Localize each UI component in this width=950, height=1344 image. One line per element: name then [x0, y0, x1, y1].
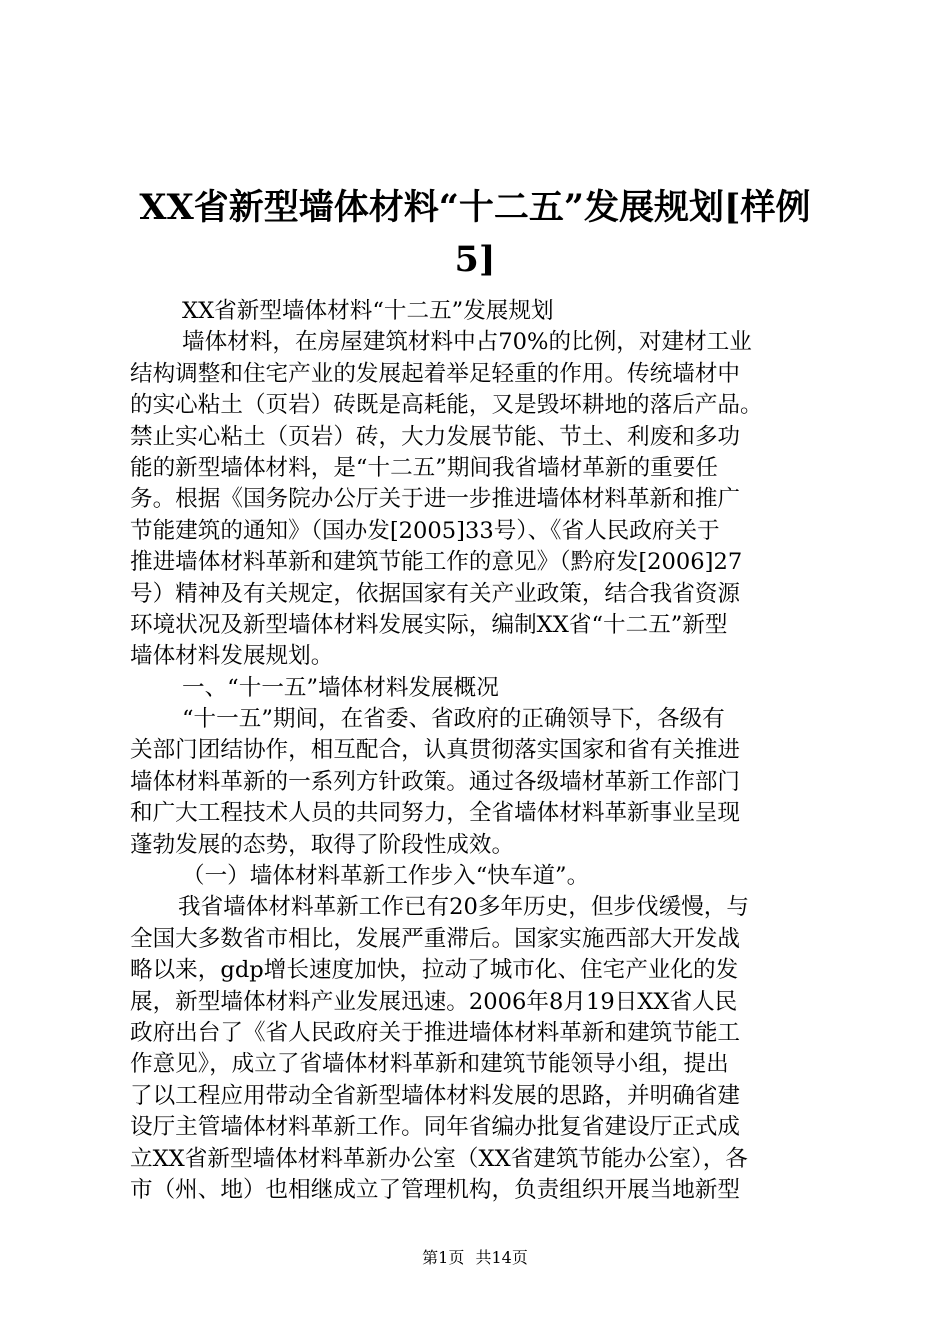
page-footer: [0, 1245, 950, 1268]
paragraph-line: 市（州、地）也相继成立了管理机构，负责组织开展当地新型: [130, 1176, 741, 1203]
paragraph-line: 环境状况及新型墙体材料发展实际，编制XX省“十二五”新型: [130, 611, 728, 638]
paragraph-line: 我省墙体材料革新工作已有20多年历史，但步伐缓慢，与: [178, 894, 749, 921]
subsection-heading: （一）墙体材料革新工作步入“快车道”。: [182, 863, 590, 890]
paragraph-line: 设厅主管墙体材料革新工作。同年省编办批复省建设厅正式成: [130, 1114, 741, 1141]
paragraph-line: 全国大多数省市相比，发展严重滞后。国家实施西部大开发战: [130, 925, 741, 952]
paragraph-line: 节能建筑的通知》（国办发[2005]33号）、《省人民政府关于: [130, 517, 720, 544]
paragraph-line: 号）精神及有关规定，依据国家有关产业政策，结合我省资源: [130, 580, 741, 607]
paragraph-line: 能的新型墙体材料，是“十二五”期间我省墙材革新的重要任: [130, 454, 718, 481]
paragraph-line: “十一五”期间，在省委、省政府的正确领导下，各级有: [182, 706, 725, 733]
title-line-1: XX省新型墙体材料“十二五”发展规划[样例: [139, 187, 811, 228]
paragraph-line: 了以工程应用带动全省新型墙体材料发展的思路，并明确省建: [130, 1082, 741, 1109]
paragraph-line: 展，新型墙体材料产业发展迅速。2006年8月19日XX省人民: [130, 988, 738, 1015]
paragraph-line: 的实心粘土（页岩）砖既是高耗能，又是毁坏耕地的落后产品。: [130, 392, 763, 419]
paragraph-line: 作意见》，成立了省墙体材料革新和建筑节能领导小组，提出: [130, 1051, 729, 1078]
paragraph-line: 关部门团结协作，相互配合，认真贯彻落实国家和省有关推进: [130, 737, 741, 764]
paragraph-line: 墙体材料革新的一系列方针政策。通过各级墙材革新工作部门: [130, 768, 741, 795]
section-heading: 一、“十一五”墙体材料发展概况: [182, 674, 499, 701]
paragraph-line: 禁止实心粘土（页岩）砖，大力发展节能、节土、利废和多功: [130, 423, 741, 450]
paragraph-line: 墙体材料，在房屋建筑材料中占70%的比例，对建材工业: [182, 329, 752, 356]
title-line-2: 5]: [454, 239, 496, 280]
page-total: 共14页: [475, 1248, 528, 1267]
paragraph-line: 蓬勃发展的态势，取得了阶段性成效。: [130, 831, 515, 858]
paragraph-line: 墙体材料发展规划。: [130, 643, 334, 670]
document-body: [130, 296, 835, 1206]
document-title: [110, 182, 840, 286]
paragraph-line: 推进墙体材料革新和建筑节能工作的意见》（黔府发[2006]27: [130, 549, 743, 576]
paragraph-line: 结构调整和住宅产业的发展起着举足轻重的作用。传统墙材中: [130, 360, 741, 387]
paragraph-line: 务。根据《国务院办公厅关于进一步推进墙体材料革新和推广: [130, 486, 741, 513]
paragraph-line: 政府出台了《省人民政府关于推进墙体材料革新和建筑节能工: [130, 1019, 741, 1046]
subtitle-line: XX省新型墙体材料“十二五”发展规划: [182, 298, 554, 324]
paragraph-line: 立XX省新型墙体材料革新办公室（XX省建筑节能办公室），各: [130, 1145, 748, 1172]
paragraph-line: 略以来，gdp增长速度加快，拉动了城市化、住宅产业化的发: [130, 957, 739, 984]
paragraph-line: 和广大工程技术人员的共同努力，全省墙体材料革新事业呈现: [130, 800, 741, 827]
page-number: 第1页: [422, 1248, 465, 1267]
